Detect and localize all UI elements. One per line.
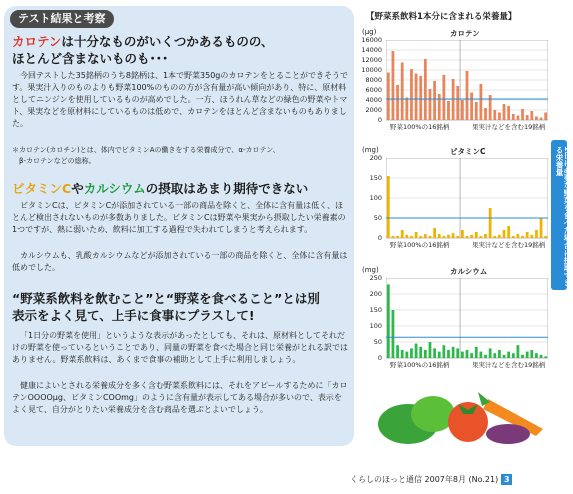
bar xyxy=(456,86,459,120)
bar xyxy=(401,230,404,238)
bar xyxy=(493,110,496,120)
y-tick-label: 50 xyxy=(373,214,382,222)
bar xyxy=(410,348,413,358)
bar xyxy=(415,74,418,121)
heading-carotene: カロテンは十分なものがいくつかあるものの、 ほとんど含まないものも･･･ xyxy=(12,34,274,66)
bar xyxy=(530,111,533,120)
bar xyxy=(517,345,520,358)
y-tick-label: 50 xyxy=(373,338,382,346)
bar xyxy=(433,348,436,358)
bar xyxy=(512,236,515,238)
bar xyxy=(396,345,399,358)
bar xyxy=(479,236,482,238)
bar xyxy=(392,236,395,238)
bar xyxy=(396,236,399,238)
bar xyxy=(401,350,404,358)
bar xyxy=(424,234,427,238)
bar xyxy=(438,234,441,238)
y-tick-label: 100 xyxy=(369,194,382,202)
bar xyxy=(479,84,482,120)
bar xyxy=(479,352,482,358)
bar xyxy=(452,233,455,238)
chart-unit: (mg) xyxy=(362,146,379,154)
y-tick-label: 250 xyxy=(369,274,382,282)
bar xyxy=(540,218,543,238)
bar-chart-2 xyxy=(386,278,548,359)
bar xyxy=(415,232,418,238)
tomato xyxy=(448,402,488,442)
bar xyxy=(466,350,469,358)
y-tick-label: 4000 xyxy=(365,96,382,104)
bar xyxy=(521,109,524,120)
bar xyxy=(507,352,510,358)
bar xyxy=(438,94,441,120)
bar xyxy=(405,98,408,121)
bar xyxy=(447,101,450,120)
bar xyxy=(401,63,404,121)
nutrition-charts xyxy=(358,6,570,446)
bar xyxy=(419,76,422,120)
bar xyxy=(387,284,390,358)
y-tick-label: 2000 xyxy=(365,106,382,114)
bar xyxy=(512,114,515,120)
bar xyxy=(507,226,510,238)
y-tick-label: 200 xyxy=(369,154,382,162)
chart-unit: (mg) xyxy=(362,266,379,274)
y-tick-label: 10000 xyxy=(361,66,382,74)
bar xyxy=(470,93,473,121)
bar xyxy=(442,75,445,120)
section-tag: テスト結果と考察 xyxy=(10,10,114,28)
bar xyxy=(429,236,432,238)
bar xyxy=(526,115,529,120)
chart-title: カロテン xyxy=(450,29,480,38)
y-tick-label: 0 xyxy=(377,234,382,242)
bar xyxy=(424,59,427,120)
bar xyxy=(507,106,510,120)
bar xyxy=(405,235,408,238)
bar xyxy=(544,113,547,121)
chart-title: カルシウム xyxy=(450,267,488,276)
y-tick-label: 0 xyxy=(377,116,382,124)
bar xyxy=(461,352,464,358)
bar xyxy=(456,348,459,358)
bar xyxy=(392,310,395,358)
bar xyxy=(540,355,543,358)
plot-area xyxy=(386,278,548,358)
eggplant xyxy=(486,424,530,444)
bar xyxy=(521,355,524,358)
charts-title: 【野菜系飲料1本分に含まれる栄養量】 xyxy=(366,12,517,22)
bar xyxy=(429,89,432,120)
bar xyxy=(493,353,496,358)
paragraph-advice-1: 「1日分の野菜を使用」というような表示があったとしても、それは、原材料としてそれだけの野菜を使っているということであり、同量の野菜を食べた場合と同じ栄養がとれる訳ではありません。野菜系飲料は、あくまで食事の補助として上手に利用しましょう。 xyxy=(12,331,348,364)
x-label-group-b: 果実汁などを含む19銘柄 xyxy=(472,361,546,369)
bar xyxy=(466,71,469,120)
bar xyxy=(410,236,413,238)
bar xyxy=(498,235,501,238)
bar xyxy=(433,81,436,120)
bar xyxy=(535,230,538,238)
heading-vitamin-calcium: ビタミンCやカルシウムの摂取はあまり期待できない xyxy=(12,181,309,196)
bar xyxy=(493,236,496,238)
x-label-group-b: 果実汁などを含む19銘柄 xyxy=(472,241,546,249)
bar xyxy=(461,100,464,120)
bar xyxy=(415,344,418,358)
bar xyxy=(512,353,515,358)
bar xyxy=(470,353,473,358)
y-tick-label: 16000 xyxy=(361,36,382,44)
x-label-group-a: 野菜100%の16銘柄 xyxy=(390,241,450,249)
bar xyxy=(498,113,501,121)
vegetables-illustration xyxy=(378,384,558,446)
y-tick-label: 8000 xyxy=(365,76,382,84)
bar xyxy=(503,104,506,120)
x-label-group-a: 野菜100%の16銘柄 xyxy=(390,123,450,131)
bar xyxy=(517,234,520,238)
bar xyxy=(526,352,529,358)
bar xyxy=(461,230,464,238)
bar xyxy=(470,235,473,238)
bar xyxy=(484,355,487,358)
bar xyxy=(447,350,450,358)
page-number: 3 xyxy=(501,474,512,485)
bar-chart-1 xyxy=(386,158,548,239)
bar xyxy=(438,352,441,358)
bar xyxy=(396,85,399,120)
bar xyxy=(521,236,524,238)
bar xyxy=(419,347,422,358)
bar xyxy=(540,118,543,121)
bar xyxy=(503,230,506,238)
bar xyxy=(410,69,413,120)
bar xyxy=(517,116,520,121)
bar xyxy=(424,350,427,358)
y-tick-label: 100 xyxy=(369,322,382,330)
bar xyxy=(530,350,533,358)
reference-label: 1日に必要な野菜を食べた場合に摂取できる栄養量 xyxy=(551,140,567,290)
bar xyxy=(475,347,478,358)
bar xyxy=(530,235,533,238)
bar xyxy=(535,117,538,121)
bar xyxy=(535,353,538,358)
y-tick-label: 14000 xyxy=(361,46,382,54)
paragraph-vitamin: ビタミンCは、ビタミンCが添加されている一部の商品を除くと、全体に含有量は低く、ほとんど検出されないものが多数ありました。ビタミンCは野菜や果実から摂取したい栄養素の1つですが、熱に弱いため、飲料に加工する過程で失われてしまうと考えられます。 xyxy=(12,201,346,234)
lettuce-leaf xyxy=(411,396,455,432)
bar xyxy=(433,228,436,238)
bar-chart-0 xyxy=(386,40,548,121)
bar xyxy=(452,347,455,358)
y-tick-label: 200 xyxy=(369,290,382,298)
bar xyxy=(447,235,450,238)
bar xyxy=(544,236,547,238)
bar xyxy=(484,108,487,120)
bar xyxy=(484,234,487,238)
y-tick-label: 6000 xyxy=(365,86,382,94)
bar xyxy=(392,51,395,120)
bar xyxy=(405,352,408,358)
y-tick-label: 150 xyxy=(369,306,382,314)
bar xyxy=(498,350,501,358)
bar xyxy=(503,355,506,358)
paragraph-calcium: カルシウムも、乳酸カルシウムなどが添加されている一部の商品を除くと、全体に含有量は低めでした。 xyxy=(12,251,348,272)
x-label-group-b: 果実汁などを含む19銘柄 xyxy=(472,123,546,131)
bar xyxy=(442,236,445,238)
bar xyxy=(489,208,492,238)
y-tick-label: 12000 xyxy=(361,56,382,64)
bar xyxy=(429,342,432,358)
heading-advice: “野菜系飲料を飲むこと”と“野菜を食べること”とは別 表示をよく見て、上手に食事にプラスして! xyxy=(12,291,320,323)
bar xyxy=(442,345,445,358)
bar xyxy=(544,356,547,358)
paragraph-advice-2: 健康によいとされる栄養成分を多く含む野菜系飲料には、それをアピールするために「カロテンOOOOμg、ビタミンCOOmg」のように含有量が表示してある場合が多いので、表示をよく見て、自分がとりたい栄養成分を含む商品を選ぶとよいでしょう。 xyxy=(12,381,348,414)
bar xyxy=(489,348,492,358)
paragraph-carotene: 今回テストした35銘柄のうち8銘柄は、1本で野菜350gのカロテンをとることができそうです。果実汁入りのものよりも野菜100%のものの方が含有量が高い傾向があり、特に、原材料としてニンジンを使用しているものが高めでした。一方、ほうれん草などの緑色の野菜やトマト、果実などを原材料にしているものは低めで、カロテンをほとんど含まないものもありました。 xyxy=(12,71,348,128)
page-footer: くらしのほっと通信 2007年8月 (No.21) 3 xyxy=(350,474,512,485)
bar xyxy=(456,236,459,238)
chart-title: ビタミンC xyxy=(450,147,486,156)
bar xyxy=(526,232,529,238)
bar xyxy=(419,236,422,238)
x-label-group-a: 野菜100%の16銘柄 xyxy=(390,361,450,369)
bar xyxy=(387,176,390,238)
y-tick-label: 150 xyxy=(369,174,382,182)
y-tick-label: 0 xyxy=(377,354,382,362)
chart-unit: (μg) xyxy=(362,28,377,36)
bar xyxy=(466,236,469,238)
bar xyxy=(475,102,478,120)
bar xyxy=(475,232,478,238)
bar xyxy=(387,73,390,121)
note-carotene: ＊カロテン(カロチン)とは、体内でビタミンAの働きをする栄養成分で、α-カロテン、 β-カロテンなどの総称。 xyxy=(12,146,280,165)
